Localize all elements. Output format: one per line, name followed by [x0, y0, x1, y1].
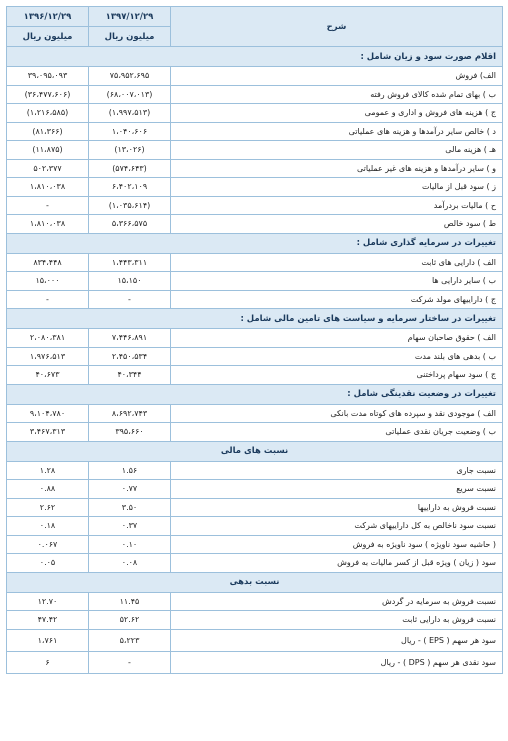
value-1396: ۱۲.۷۰: [7, 592, 89, 611]
row-label: نسبت جاری: [171, 461, 503, 480]
value-1396: ۱.۲۸: [7, 461, 89, 480]
section-title: نسبت های مالی: [7, 441, 503, 461]
section-title: تغییرات در سرمایه گذاری شامل :: [7, 233, 503, 253]
section-header: [7, 572, 503, 592]
row-label: ب ) بدهی های بلند مدت: [171, 347, 503, 366]
row-label: نسبت فروش به داراییها: [171, 498, 503, 517]
value-1396: ۰.۰۵: [7, 554, 89, 573]
row-label: نسبت سریع: [171, 480, 503, 499]
table-row: [7, 611, 503, 630]
row-label: ز ) سود قبل از مالیات: [171, 178, 503, 197]
value-1396: ۳۹،۰۹۵،۰۹۳: [7, 67, 89, 86]
col2-date: ۱۳۹۶/۱۲/۲۹: [7, 7, 89, 27]
value-1396: -: [7, 290, 89, 309]
row-label: ب ) سایر دارایی ها: [171, 272, 503, 291]
section-header: [7, 384, 503, 404]
value-1396: ۸۳۴،۴۴۸: [7, 253, 89, 272]
table-row: [7, 480, 503, 499]
value-1397: ۶،۴۰۲،۱۰۹: [89, 178, 171, 197]
row-label: ب ) وضعیت جریان نقدی عملیاتی: [171, 423, 503, 442]
value-1396: (۱،۲۱۶،۵۸۵): [7, 104, 89, 123]
value-1397: ۵۲.۶۲: [89, 611, 171, 630]
row-label: نسبت سود ناخالص به کل داراییهای شرکت: [171, 517, 503, 536]
value-1397: ۸،۶۹۲،۷۴۳: [89, 404, 171, 423]
table-row: [7, 141, 503, 160]
value-1397: (۱۳،۰۲۶): [89, 141, 171, 160]
table-row: [7, 404, 503, 423]
table-row: [7, 592, 503, 611]
row-label: الف ) موجودی نقد و سپرده های کوتاه مدت بانکی: [171, 404, 503, 423]
table-row: [7, 329, 503, 348]
value-1397: ۷۵،۹۵۲،۶۹۵: [89, 67, 171, 86]
table-row: [7, 554, 503, 573]
value-1396: (۳۶،۴۷۷،۶۰۶): [7, 85, 89, 104]
value-1396: (۸۱،۳۶۶): [7, 122, 89, 141]
value-1396: ۱،۹۷۶،۵۱۳: [7, 347, 89, 366]
value-1397: ۱.۵۶: [89, 461, 171, 480]
row-label: سود هر سهم ( EPS ) - ریال: [171, 629, 503, 651]
row-label: الف ) حقوق صاحبان سهام: [171, 329, 503, 348]
row-label: ج ) هزینه های فروش و اداری و عمومی: [171, 104, 503, 123]
table-row: [7, 461, 503, 480]
value-1397: ۳۹۵،۶۶۰: [89, 423, 171, 442]
section-header: [7, 47, 503, 67]
value-1397: ۴۰،۳۴۴: [89, 366, 171, 385]
value-1396: ۳،۴۶۷،۳۱۳: [7, 423, 89, 442]
value-1397: ۰.۳۷: [89, 517, 171, 536]
section-header: [7, 233, 503, 253]
table-row: [7, 366, 503, 385]
row-label: ( حاشیه سود ناویژه ) سود ناویژه به فروش: [171, 535, 503, 554]
value-1397: ۵،۳۶۶،۵۷۵: [89, 215, 171, 234]
row-label: ط ) سود خالص: [171, 215, 503, 234]
row-label: ج ) سود سهام پرداختنی: [171, 366, 503, 385]
table-row: [7, 629, 503, 651]
value-1397: ۰.۱۰: [89, 535, 171, 554]
value-1397: ۰.۷۷: [89, 480, 171, 499]
value-1397: ۱۵،۱۵۰: [89, 272, 171, 291]
table-row: [7, 67, 503, 86]
col1-unit: میلیون ریال: [89, 27, 171, 47]
table-row: [7, 196, 503, 215]
row-label: نسبت فروش به دارایی ثابت: [171, 611, 503, 630]
col1-date: ۱۳۹۷/۱۲/۲۹: [89, 7, 171, 27]
table-row: [7, 498, 503, 517]
row-label: ب ) بهای تمام شده کالای فروش رفته: [171, 85, 503, 104]
value-1397: (۱،۹۹۷،۵۱۳): [89, 104, 171, 123]
table-row: [7, 290, 503, 309]
table-row: [7, 159, 503, 178]
table-row: [7, 215, 503, 234]
table-row: [7, 517, 503, 536]
value-1396: (۱۱،۸۷۵): [7, 141, 89, 160]
col2-unit: میلیون ریال: [7, 27, 89, 47]
value-1397: ۱۱.۴۵: [89, 592, 171, 611]
value-1397: (۶۸،۰۰۷،۰۱۳): [89, 85, 171, 104]
table-row: [7, 122, 503, 141]
row-label: و ) سایر درآمدها و هزینه های غیر عملیاتی: [171, 159, 503, 178]
value-1396: ۵۰۲،۳۷۷: [7, 159, 89, 178]
value-1396: ۱،۷۶۱: [7, 629, 89, 651]
value-1396: ۹،۱۰۴،۷۸۰: [7, 404, 89, 423]
value-1397: ۵،۲۲۳: [89, 629, 171, 651]
value-1397: (۵۷۴،۶۴۳): [89, 159, 171, 178]
value-1397: ۱،۰۴۰،۶۰۶: [89, 122, 171, 141]
row-label: سود نقدی هر سهم ( DPS ) - ریال: [171, 651, 503, 673]
value-1396: ۱،۸۱۰،۰۳۸: [7, 215, 89, 234]
value-1396: ۲.۶۲: [7, 498, 89, 517]
row-label: هـ ) هزینه مالی: [171, 141, 503, 160]
section-title: نسبت بدهی: [7, 572, 503, 592]
value-1396: ۲،۰۸۰،۳۸۱: [7, 329, 89, 348]
section-title: تغییرات در وضعیت نقدینگی شامل :: [7, 384, 503, 404]
section-header: [7, 441, 503, 461]
section-title: تغییرات در ساختار سرمایه و سیاست های تامین مالی شامل :: [7, 309, 503, 329]
value-1396: ۶: [7, 651, 89, 673]
table-row: [7, 272, 503, 291]
table-row: [7, 253, 503, 272]
value-1396: -: [7, 196, 89, 215]
table-row: [7, 423, 503, 442]
table-row: [7, 651, 503, 673]
table-row: [7, 347, 503, 366]
row-label: د ) خالص سایر درآمدها و هزینه های عملیاتی: [171, 122, 503, 141]
value-1396: ۴۰،۶۷۳: [7, 366, 89, 385]
value-1397: ۱،۴۴۳،۳۱۱: [89, 253, 171, 272]
value-1396: ۱۵،۰۰۰: [7, 272, 89, 291]
value-1397: -: [89, 651, 171, 673]
row-label: ج ) داراییهای مولد شرکت: [171, 290, 503, 309]
value-1397: ۳.۵۰: [89, 498, 171, 517]
value-1396: ۱،۸۱۰،۰۳۸: [7, 178, 89, 197]
description-header: شرح: [171, 7, 503, 47]
table-row: [7, 104, 503, 123]
financial-table: [6, 6, 503, 674]
table-row: [7, 178, 503, 197]
financial-summary-sheet: [6, 6, 502, 674]
row-label: نسبت فروش به سرمایه در گردش: [171, 592, 503, 611]
value-1397: -: [89, 290, 171, 309]
table-row: [7, 85, 503, 104]
header-row-dates: [7, 7, 503, 27]
value-1397: (۱،۰۳۵،۶۱۴): [89, 196, 171, 215]
value-1397: ۷،۴۴۶،۸۹۱: [89, 329, 171, 348]
row-label: الف ) دارایی های ثابت: [171, 253, 503, 272]
value-1397: ۲،۴۵۰،۵۳۴: [89, 347, 171, 366]
section-title: اقلام صورت سود و زیان شامل :: [7, 47, 503, 67]
table-row: [7, 535, 503, 554]
value-1396: ۰.۸۸: [7, 480, 89, 499]
value-1396: ۰.۰۶۷: [7, 535, 89, 554]
row-label: ح ) مالیات بردرآمد: [171, 196, 503, 215]
value-1397: ۰.۰۸: [89, 554, 171, 573]
section-header: [7, 309, 503, 329]
row-label: الف) فروش: [171, 67, 503, 86]
value-1396: ۰.۱۸: [7, 517, 89, 536]
row-label: سود ( زیان ) ویژه قبل از کسر مالیات به فروش: [171, 554, 503, 573]
value-1396: ۴۷.۴۲: [7, 611, 89, 630]
